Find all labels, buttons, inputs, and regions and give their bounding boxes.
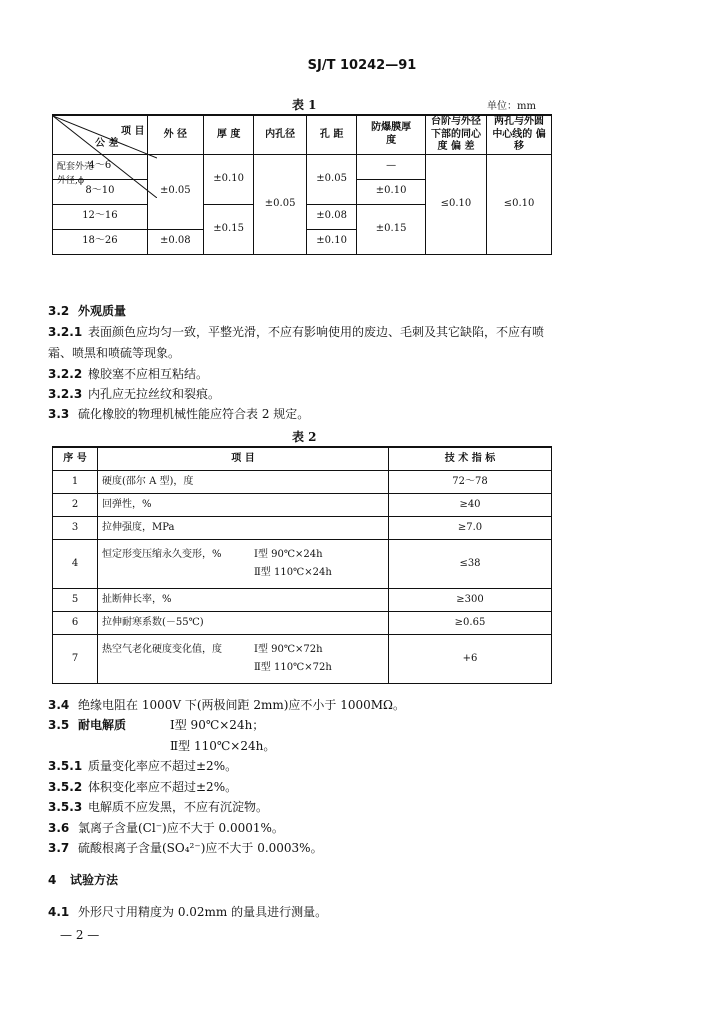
t1-memb-1: — — [357, 154, 425, 179]
t1-th-a: ±0.10 — [203, 154, 254, 204]
t2-spec: +6 — [389, 635, 552, 684]
para-4-1 — [48, 903, 327, 920]
text: 耐电解质 — [78, 718, 127, 732]
type2: Ⅱ型 110℃×24h。 — [170, 739, 276, 753]
num: 3.2.3 — [48, 387, 83, 401]
para-3-5-3 — [48, 798, 268, 815]
text: 试验方法 — [70, 873, 119, 887]
t1-od-b: ±0.08 — [147, 229, 203, 254]
diag-label-shell1: 配套外壳 — [57, 162, 94, 172]
table-row — [53, 612, 552, 635]
diag-label-item: 项 目 — [121, 126, 145, 137]
num: 3.5.1 — [48, 759, 83, 773]
table2 — [52, 446, 552, 684]
para-3-5-type2 — [170, 737, 275, 754]
num: 3.4 — [48, 698, 70, 712]
t1-th-b: ±0.15 — [203, 204, 254, 254]
t1-row-12-16: 12～16 — [53, 204, 148, 229]
t2-item: 拉伸强度，MPa — [98, 517, 389, 540]
t1-memb-2: ±0.10 — [357, 179, 425, 204]
t1-h-hole: 孔 距 — [306, 115, 357, 154]
num: 3.7 — [48, 841, 70, 855]
t2-h-no: 序 号 — [53, 447, 98, 471]
table-row — [53, 635, 552, 684]
t2-spec: ≥300 — [389, 589, 552, 612]
t2-spec: ≥0.65 — [389, 612, 552, 635]
t1-memb-3: ±0.15 — [357, 204, 425, 254]
text: 内孔应无拉丝纹和裂痕。 — [88, 387, 221, 401]
t1-h-outer: 外 径 — [147, 115, 203, 154]
t1-h-thick: 厚 度 — [203, 115, 254, 154]
t2-item-compound — [98, 635, 389, 684]
para-3-5 — [48, 716, 264, 733]
t2-spec: 72～78 — [389, 471, 552, 494]
diag-label-tolerance: 公 差 — [95, 138, 119, 149]
t2-spec: ≤38 — [389, 540, 552, 589]
t2-spec: ≥7.0 — [389, 517, 552, 540]
num: 3.2.2 — [48, 367, 83, 381]
para-3-2-1-cont — [48, 344, 180, 361]
text: 硫化橡胶的物理机械性能应符合表 2 规定。 — [78, 407, 310, 421]
t2-item: 回弹性，% — [98, 494, 389, 517]
num: 3.5 — [48, 718, 70, 732]
t1-row-4-6: 4～6 — [53, 154, 148, 179]
t2-no: 2 — [53, 494, 98, 517]
text: 硫酸根离子含量(SO₄²⁻)应不大于 0.0003%。 — [78, 841, 323, 855]
t2-conditions — [254, 549, 332, 580]
t2-item: 热空气老化硬度变化值，度 — [102, 643, 222, 655]
t1-row-8-10: 8～10 — [53, 179, 148, 204]
t1-conc: ≤0.10 — [425, 154, 486, 254]
t2-spec: ≥40 — [389, 494, 552, 517]
t2-sub2: Ⅱ型 110℃×72h — [254, 662, 332, 673]
num: 4.1 — [48, 905, 70, 919]
t2-item: 恒定形变压缩永久变形，% — [102, 548, 222, 560]
t2-sub1: Ⅰ型 90℃×24h — [254, 548, 323, 560]
num: 3.5.3 — [48, 800, 83, 814]
para-3-2-2 — [48, 365, 208, 382]
num: 3.2.1 — [48, 325, 83, 339]
para-3-7 — [48, 839, 323, 856]
t2-no: 5 — [53, 589, 98, 612]
t2-sub1: Ⅰ型 90℃×72h — [254, 643, 323, 655]
para-3-4 — [48, 696, 405, 713]
t1-hd-4: ±0.10 — [306, 229, 357, 254]
type1: Ⅰ型 90℃×24h； — [170, 718, 265, 732]
num: 3.5.2 — [48, 780, 83, 794]
t2-h-item: 项 目 — [98, 447, 389, 471]
t2-item: 拉伸耐寒系数(－55℃) — [98, 612, 389, 635]
t1-offs: ≤0.10 — [487, 154, 552, 254]
t1-h-concentric: 台阶与外径下部的同心度 偏 差 — [425, 115, 486, 154]
text: 电解质不应发黑，不应有沉淀物。 — [88, 800, 269, 814]
t2-sub2: Ⅱ型 110℃×24h — [254, 567, 332, 578]
t1-row-18-26: 18～26 — [53, 229, 148, 254]
num: 3.6 — [48, 821, 70, 835]
para-3-2 — [48, 302, 126, 319]
table2-caption: 表 2 — [292, 430, 317, 444]
t2-no: 1 — [53, 471, 98, 494]
text: 外形尺寸用精度为 0.02mm 的量具进行测量。 — [78, 905, 328, 919]
table-row — [53, 589, 552, 612]
t2-no: 7 — [53, 635, 98, 684]
para-3-6 — [48, 819, 284, 836]
t1-hd-1: ±0.05 — [306, 154, 357, 204]
t1-h-membrane: 防爆膜厚 度 — [357, 115, 425, 154]
t2-no: 6 — [53, 612, 98, 635]
table1-unit: 单位：mm — [487, 101, 536, 112]
t2-item: 扯断伸长率，% — [98, 589, 389, 612]
t2-h-spec: 技 术 指 标 — [389, 447, 552, 471]
text: 霜、喷黑和喷硫等现象。 — [48, 346, 181, 360]
t1-h-inner: 内孔径 — [254, 115, 306, 154]
para-3-2-1 — [48, 323, 544, 340]
t2-item: 硬度(邵尔 A 型)，度 — [98, 471, 389, 494]
t1-hd-3: ±0.08 — [306, 204, 357, 229]
table-row — [53, 471, 552, 494]
table1-caption: 表 1 — [292, 98, 317, 112]
text: 表面颜色应均匀一致，平整光滑，不应有影响使用的废边、毛刺及其它缺陷，不应有喷 — [88, 325, 545, 339]
text: 绝缘电阻在 1000V 下(两极间距 2mm)应不小于 1000MΩ。 — [78, 698, 405, 712]
para-3-5-1 — [48, 757, 237, 774]
num: 3.3 — [48, 407, 70, 421]
text: 体积变化率应不超过±2%。 — [88, 780, 238, 794]
diag-label-shell2: 外径,ϕ — [57, 176, 84, 186]
section-4-heading — [48, 871, 118, 888]
para-3-5-2 — [48, 778, 237, 795]
para-3-2-3 — [48, 385, 220, 402]
t1-inner: ±0.05 — [254, 154, 306, 254]
standard-code: SJ/T 10242—91 — [307, 58, 417, 73]
para-3-3 — [48, 405, 309, 422]
t2-conditions — [254, 644, 332, 675]
text: 氯离子含量(Cl⁻)应不大于 0.0001%。 — [78, 821, 284, 835]
t1-od-a: ±0.05 — [147, 154, 203, 229]
t2-no: 4 — [53, 540, 98, 589]
text: 质量变化率应不超过±2%。 — [88, 759, 238, 773]
num: 4 — [48, 873, 57, 887]
t2-item-compound — [98, 540, 389, 589]
t1-h-offset: 两孔与外圆中心线的 偏 移 — [487, 115, 552, 154]
text: 外观质量 — [78, 304, 127, 318]
page-number: — 2 — — [60, 928, 100, 942]
table-row — [53, 517, 552, 540]
table1 — [52, 114, 552, 255]
table-row — [53, 494, 552, 517]
table-row — [53, 540, 552, 589]
num: 3.2 — [48, 304, 70, 318]
t2-no: 3 — [53, 517, 98, 540]
text: 橡胶塞不应相互粘结。 — [88, 367, 209, 381]
